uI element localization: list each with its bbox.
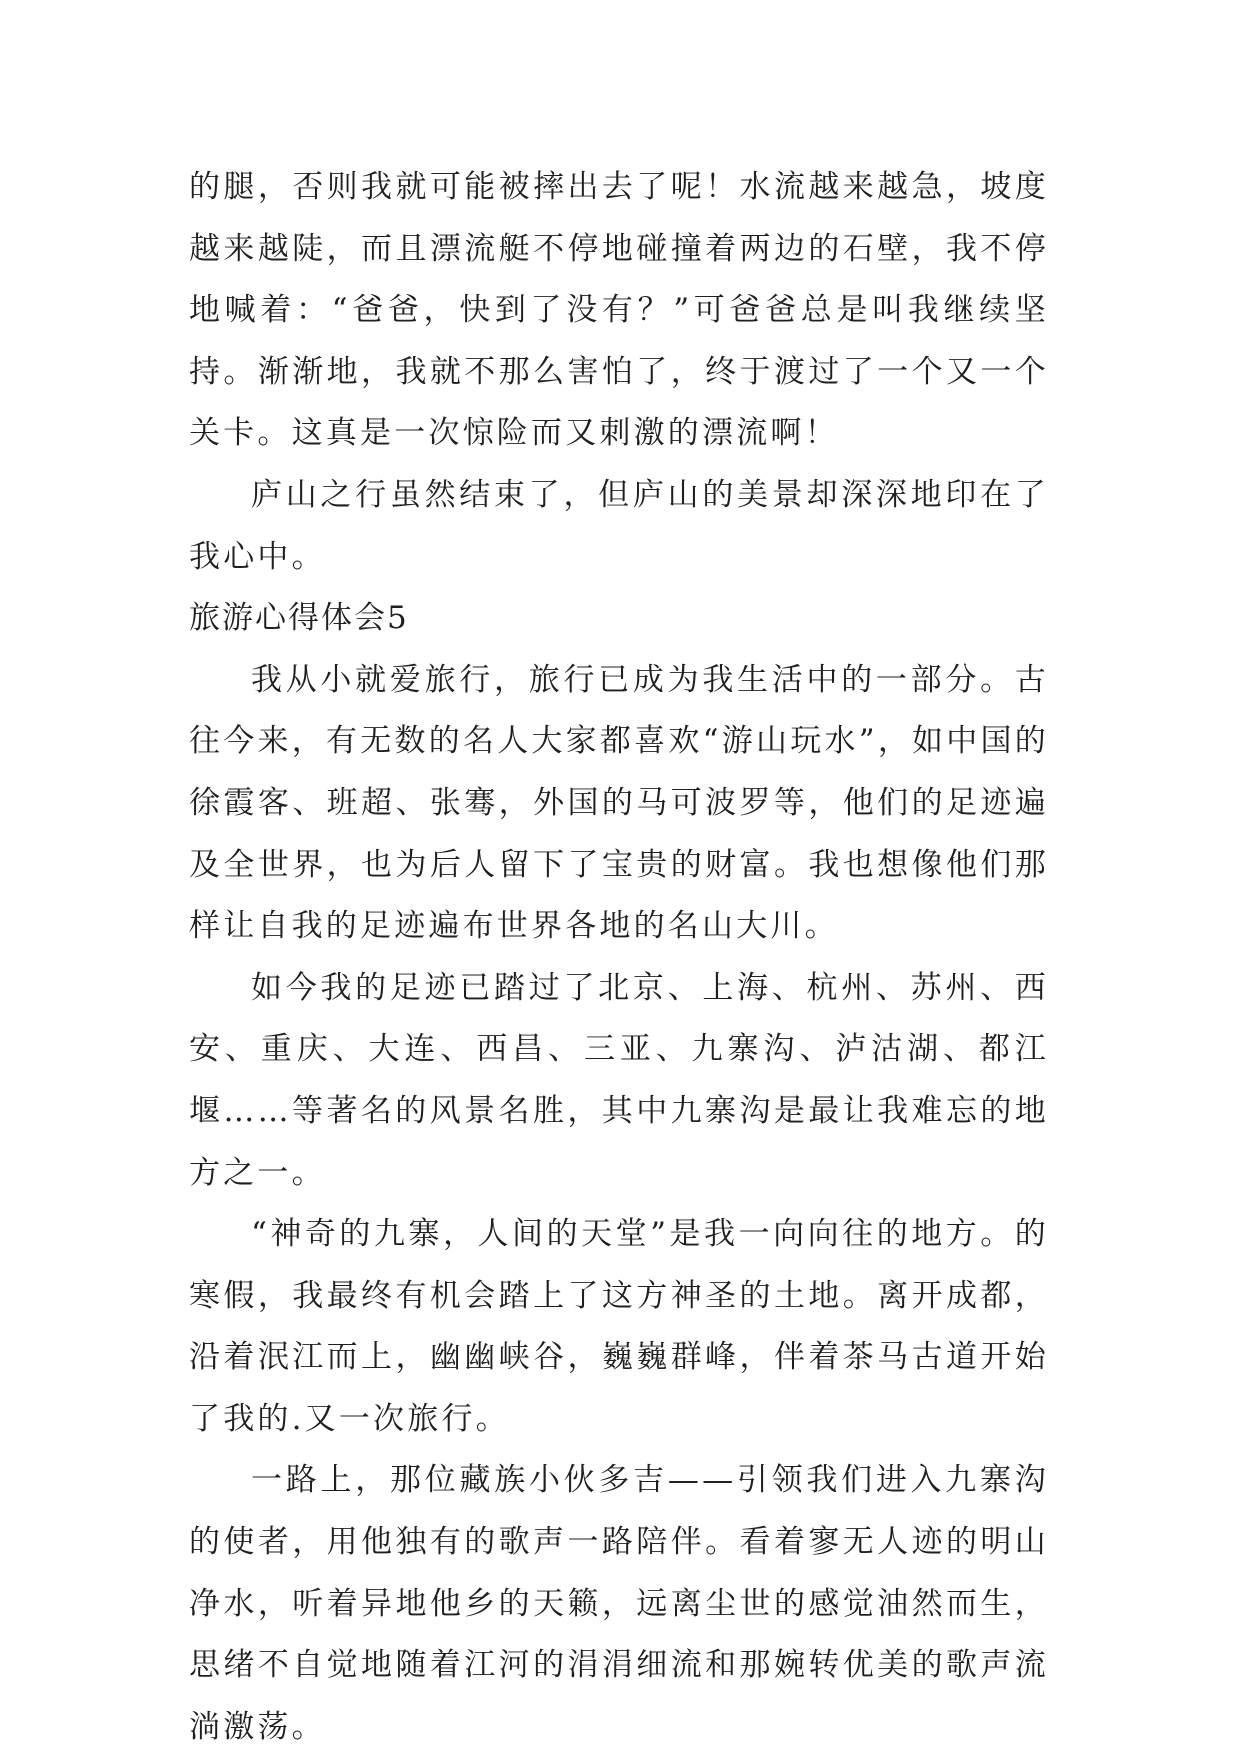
- paragraph-rafting: 的腿，否则我就可能被摔出去了呢！水流越来越急，坡度越来越陡，而且漂流艇不停地碰撞着两边的石壁，我不停地喊着：“爸爸，快到了没有？”可爸爸总是叫我继续坚持。渐渐地，我就不那么害怕了，终于渡过了一个又一个关卡。这真是一次惊险而又刺激的漂流啊！: [189, 169, 1049, 452]
- paragraph-lushan-conclusion: 庐山之行虽然结束了，但庐山的美景却深深地印在了我心中。: [189, 476, 1049, 575]
- paragraph-jiuzhai-journey: “神奇的九寨，人间的天堂”是我一向向往的地方。的寒假，我最终有机会踏上了这方神圣的土地。离开成都，沿着泯江而上，幽幽峡谷，巍巍群峰，伴着茶马古道开始了我的.又一次旅行。: [189, 1216, 1049, 1437]
- document-body: [189, 157, 1049, 1758]
- paragraph-tibetan-guide: 一路上，那位藏族小伙多吉——引领我们进入九寨沟的使者，用他独有的歌声一路陪伴。看着寥无人迹的明山净水，听着异地他乡的天籁，远离尘世的感觉油然而生，思绪不自觉地随着江河的涓涓细流和那婉转优美的歌声流淌激荡。: [189, 1462, 1049, 1745]
- paragraph-love-travel: 我从小就爱旅行，旅行已成为我生活中的一部分。古往今来，有无数的名人大家都喜欢“游山玩水”，如中国的徐霞客、班超、张骞，外国的马可波罗等，他们的足迹遍及全世界，也为后人留下了宝贵的财富。我也想像他们那样让自我的足迹遍布世界各地的名山大川。: [189, 661, 1049, 945]
- paragraph-places-visited: 如今我的足迹已踏过了北京、上海、杭州、苏州、西安、重庆、大连、西昌、三亚、九寨沟、泸沽湖、都江堰……等著名的风景名胜，其中九寨沟是最让我难忘的地方之一。: [189, 969, 1049, 1191]
- section-heading: 旅游心得体会5: [189, 600, 409, 637]
